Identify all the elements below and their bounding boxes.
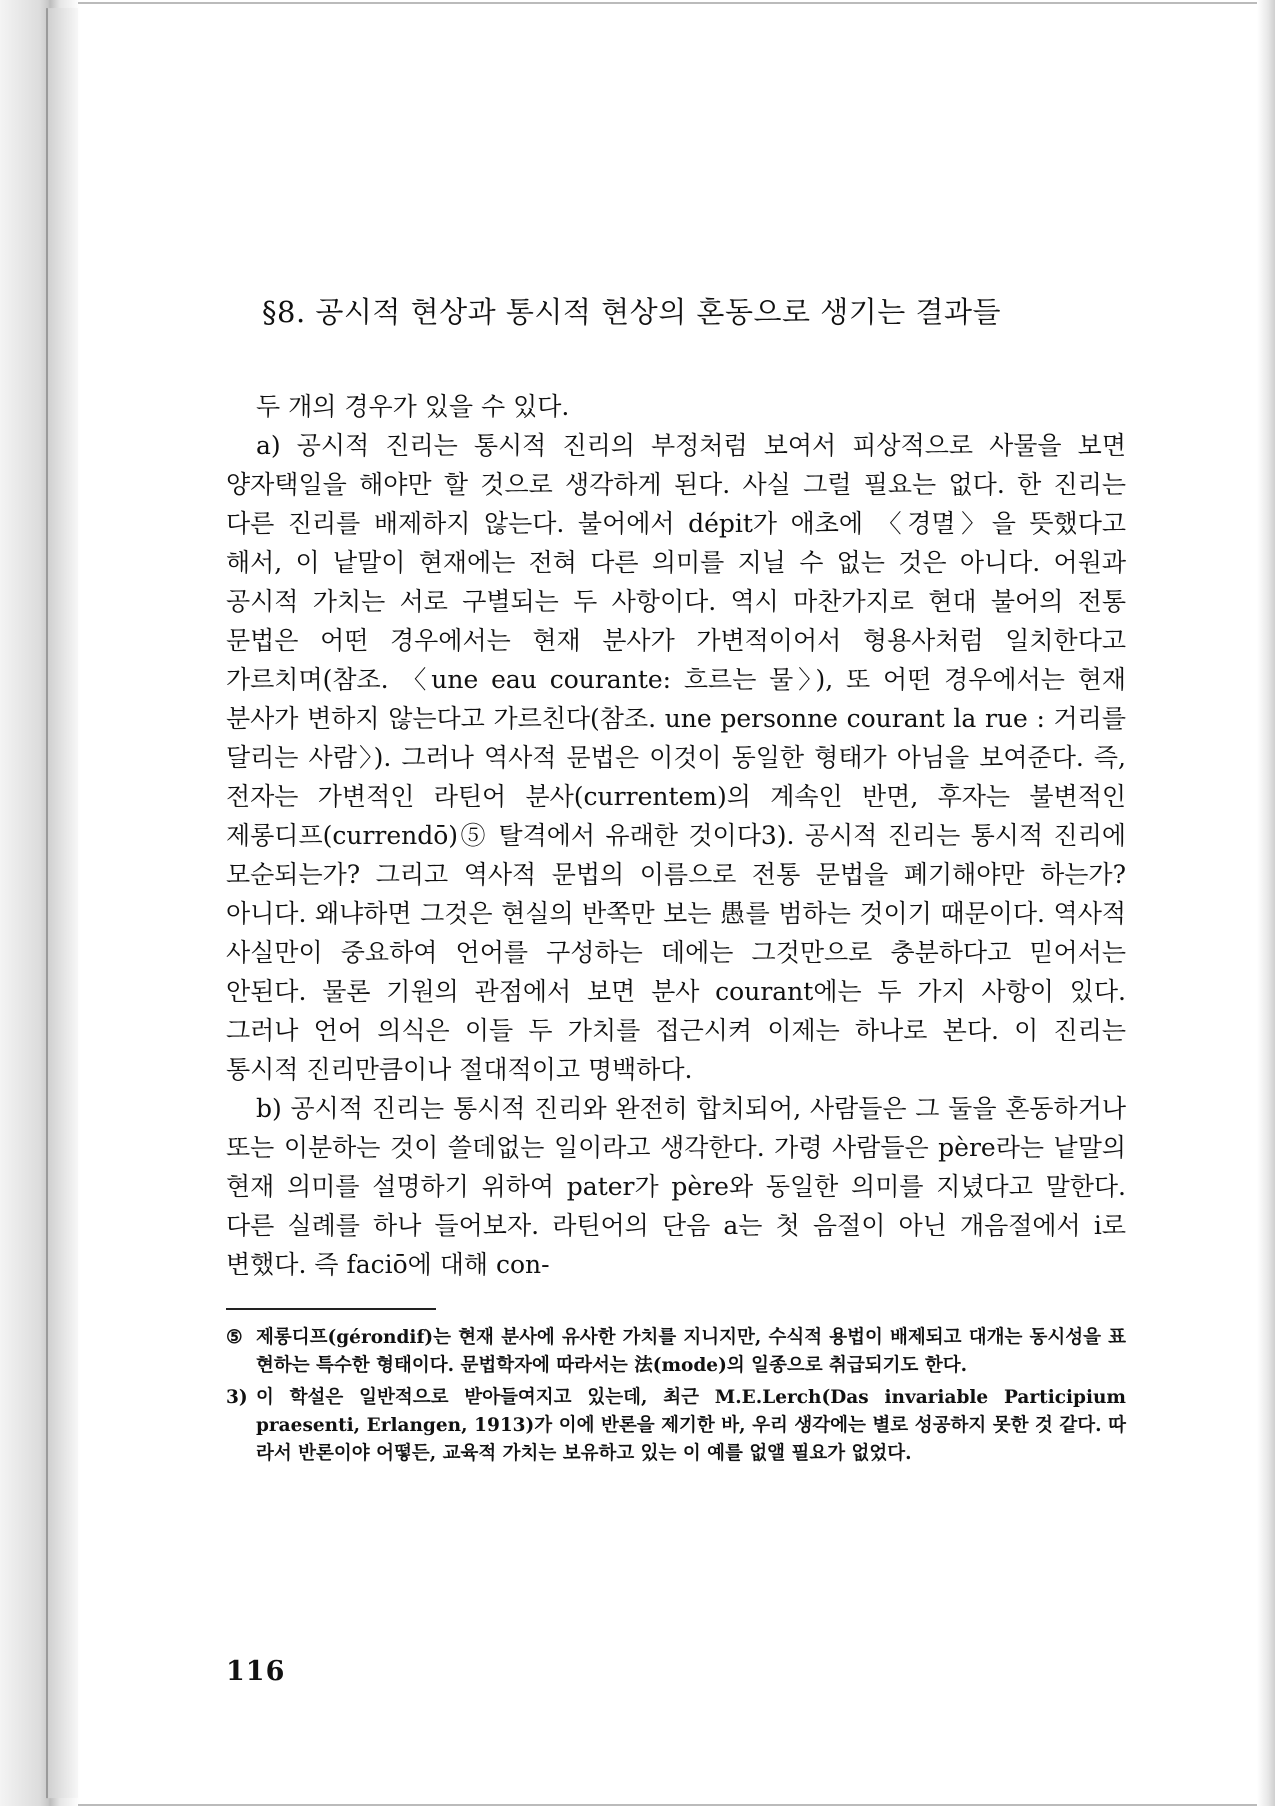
paragraph-b: b) 공시적 진리는 통시적 진리와 완전히 합치되어, 사람들은 그 둘을 혼동하거나 또는 이분하는 것이 쓸데없는 일이라고 생각한다. 가령 사람들은 père라는 낱말의 현재 의미를 설명하기 위하여 pater가 père와 동일한 의미를 지녔다고 말한다. 다른 실례를 하나 들어보자. 라틴어의 단음 a는 첫 음절이 아닌 개음절에서 i로 변했다. 즉 faciō에 대해 con- bbox=[226, 1094, 1126, 1279]
paragraph-intro: 두 개의 경우가 있을 수 있다. bbox=[256, 392, 570, 421]
paragraph-a: a) 공시적 진리는 통시적 진리의 부정처럼 보여서 피상적으로 사물을 보면 양자택일을 해야만 할 것으로 생각하게 된다. 사실 그럴 필요는 없다. 한 진리는 다른 진리를 배제하지 않는다. 불어에서 dépit가 애초에 〈경멸〉을 뜻했다고 해서, 이 낱말이 현재에는 전혀 다른 의미를 지닐 수 없는 것은 아니다. 어원과 공시적 가치는 서로 구별되는 두 사항이다. 역시 마찬가지로 현대 불어의 전통 문법은 어떤 경우에서는 현재 분사가 가변적이어서 형용사처럼 일치한다고 가르치며(참조. 〈une eau courante: 흐르는 물〉), 또 어떤 경우에서는 현재 분사가 변하지 않는다고 가르친다(참조. une personne courant la rue : 거리를 달리는 사람〉). 그러나 역사적 문법은 이것이 동일한 형태가 아님을 보여준다. 즉, 전자는 가변적인 라틴어 분사(currentem)의 계속인 반면, 후자는 불변적인 제롱디프(currendō)⑤ 탈격에서 유래한 것이다3). 공시적 진리는 통시적 진리에 모순되는가? 그리고 역사적 문법의 이름으로 전통 문법을 폐기해야만 하는가? 아니다. 왜냐하면 그것은 현실의 반쪽만 보는 愚를 범하는 것이기 때문이다. 역사적 사실만이 중요하여 언어를 구성하는 데에는 그것만으로 충분하다고 믿어서는 안된다. 물론 기원의 관점에서 보면 분사 courant에는 두 가지 사항이 있다. 그러나 언어 의식은 이들 두 가치를 접근시켜 이제는 하나로 본다. 이 진리는 통시적 진리만큼이나 절대적이고 명백하다. bbox=[226, 431, 1126, 1084]
footnote-mark: 3) bbox=[226, 1387, 248, 1408]
footnote-divider bbox=[226, 1308, 436, 1310]
footnote-mark: ⑤ bbox=[226, 1327, 243, 1348]
page-right-shadow bbox=[1257, 0, 1275, 1806]
footnotes bbox=[226, 1324, 1126, 1468]
footnote-text: 이 학설은 일반적으로 받아들여지고 있는데, 최근 M.E.Lerch(Das invariable Participium praesenti, Erlangen, 1913)가 이에 반론을 제기한 바, 우리 생각에는 별로 성공하지 못한 것 같다. 따라서 반론이야 어떻든, 교육적 가치는 보유하고 있는 이 예를 없앨 필요가 없었다. bbox=[256, 1387, 1126, 1464]
section-title: §8. 공시적 현상과 통시적 현상의 혼동으로 생기는 결과들 bbox=[262, 295, 1002, 329]
page-number: 116 bbox=[226, 1656, 286, 1687]
footnote-item bbox=[226, 1384, 1126, 1468]
page-content bbox=[226, 290, 1126, 1472]
footnote-text: 제롱디프(gérondif)는 현재 분사에 유사한 가치를 지니지만, 수식적 용법이 배제되고 대개는 동시성을 표현하는 특수한 형태이다. 문법학자에 따라서는 法(mode)의 일종으로 취급되기도 한다. bbox=[256, 1327, 1126, 1376]
footnote-item bbox=[226, 1324, 1126, 1380]
book-spine-edge bbox=[46, 8, 78, 1798]
